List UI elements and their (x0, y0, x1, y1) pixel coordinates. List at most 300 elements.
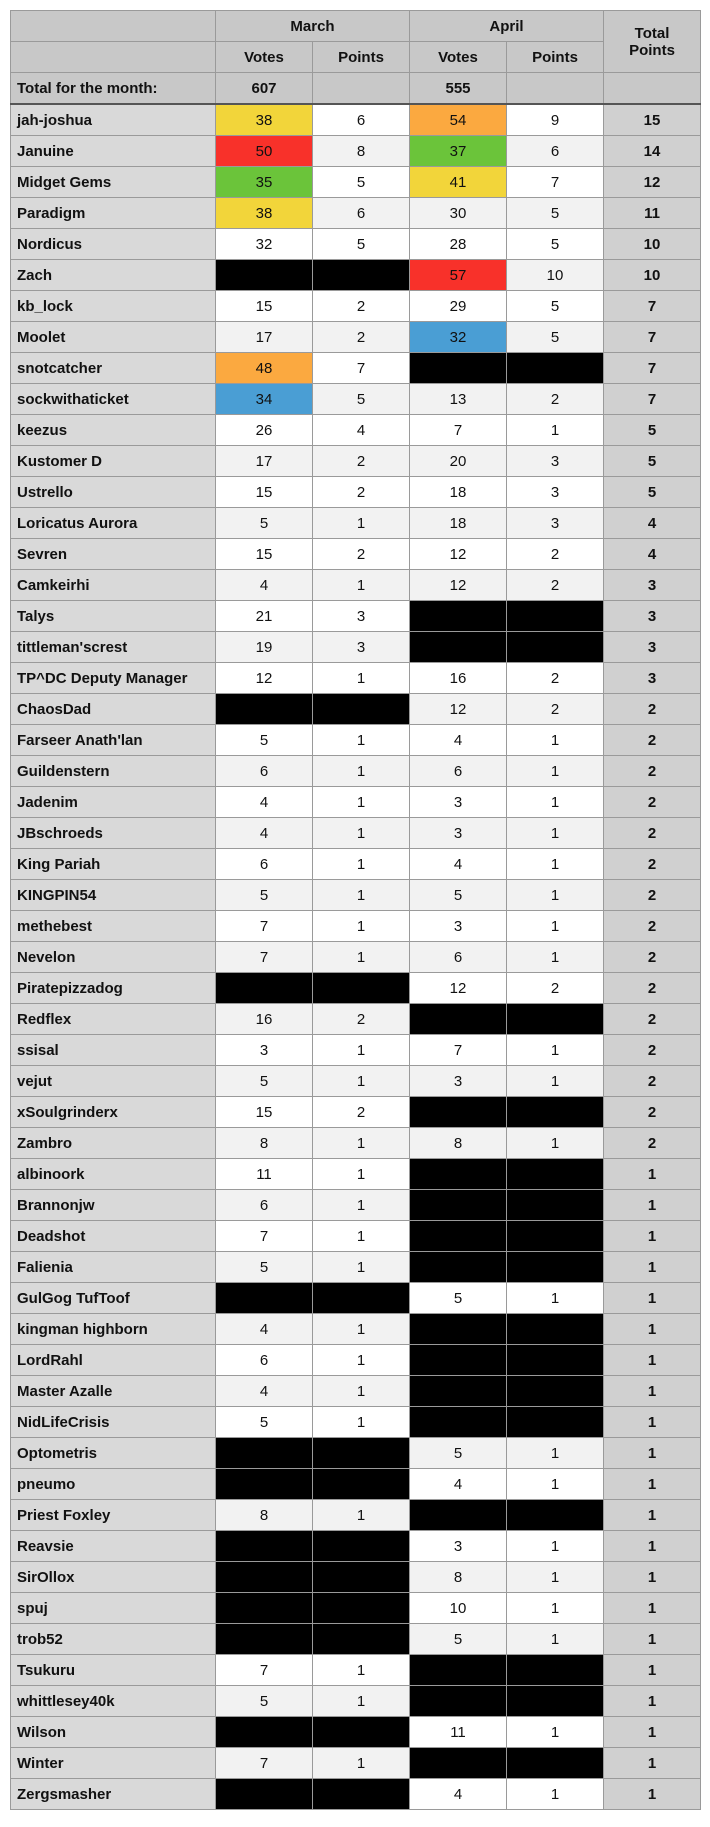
march-points-cell: 1 (313, 1252, 410, 1283)
total-points-cell: 3 (604, 570, 701, 601)
april-votes-cell: 41 (410, 167, 507, 198)
table-row (11, 1252, 701, 1283)
march-points-cell (313, 1624, 410, 1655)
april-points-cell (507, 1097, 604, 1128)
march-votes-cell: 8 (216, 1128, 313, 1159)
member-name-cell: Moolet (11, 322, 216, 353)
member-name-cell: ssisal (11, 1035, 216, 1066)
member-name-cell: keezus (11, 415, 216, 446)
march-votes-cell: 34 (216, 384, 313, 415)
april-points-cell (507, 1655, 604, 1686)
april-points-cell: 3 (507, 446, 604, 477)
table-row (11, 756, 701, 787)
march-points-cell: 1 (313, 725, 410, 756)
march-points-cell (313, 1593, 410, 1624)
total-points-header-line1: Total (634, 24, 670, 42)
april-points-cell: 1 (507, 787, 604, 818)
member-name-cell: ChaosDad (11, 694, 216, 725)
member-name-cell: Januine (11, 136, 216, 167)
total-points-cell: 2 (604, 1035, 701, 1066)
member-name-cell: xSoulgrinderx (11, 1097, 216, 1128)
march-points-cell: 1 (313, 880, 410, 911)
april-votes-cell: 13 (410, 384, 507, 415)
table-row (11, 942, 701, 973)
table-row (11, 1314, 701, 1345)
total-points-cell: 7 (604, 353, 701, 384)
march-votes-cell: 12 (216, 663, 313, 694)
total-points-cell: 7 (604, 291, 701, 322)
april-votes-cell: 6 (410, 942, 507, 973)
april-points-cell (507, 1159, 604, 1190)
march-points-cell: 4 (313, 415, 410, 446)
march-points-cell: 2 (313, 322, 410, 353)
table-row (11, 663, 701, 694)
april-votes-cell (410, 1500, 507, 1531)
table-row (11, 880, 701, 911)
table-row (11, 104, 701, 136)
march-votes-cell: 38 (216, 198, 313, 229)
march-votes-cell: 7 (216, 1748, 313, 1779)
total-points-cell: 7 (604, 384, 701, 415)
total-points-cell: 1 (604, 1562, 701, 1593)
total-points-cell: 3 (604, 601, 701, 632)
total-points-cell: 2 (604, 1128, 701, 1159)
march-points-cell: 2 (313, 291, 410, 322)
march-votes-cell: 7 (216, 1655, 313, 1686)
total-points-cell: 2 (604, 725, 701, 756)
table-row (11, 291, 701, 322)
march-votes-cell (216, 1779, 313, 1810)
table-row (11, 1748, 701, 1779)
march-points-cell: 1 (313, 1159, 410, 1190)
april-votes-cell (410, 1097, 507, 1128)
table-row (11, 1717, 701, 1748)
april-votes-cell: 7 (410, 1035, 507, 1066)
april-votes-cell: 3 (410, 787, 507, 818)
march-votes-cell: 5 (216, 1686, 313, 1717)
march-points-cell: 1 (313, 1221, 410, 1252)
march-points-cell (313, 1779, 410, 1810)
month-header-row (11, 11, 701, 42)
april-points-cell: 6 (507, 136, 604, 167)
march-votes-cell: 4 (216, 1314, 313, 1345)
total-points-cell: 10 (604, 260, 701, 291)
member-name-cell: Zambro (11, 1128, 216, 1159)
total-points-cell: 2 (604, 694, 701, 725)
member-name-cell: Falienia (11, 1252, 216, 1283)
member-name-cell: Zach (11, 260, 216, 291)
march-votes-cell: 6 (216, 1345, 313, 1376)
member-name-cell: Tsukuru (11, 1655, 216, 1686)
march-points-cell: 2 (313, 446, 410, 477)
table-row (11, 198, 701, 229)
table-row (11, 1097, 701, 1128)
april-votes-cell: 54 (410, 104, 507, 136)
april-votes-cell: 4 (410, 849, 507, 880)
table-row (11, 353, 701, 384)
april-points-cell (507, 353, 604, 384)
april-votes-cell: 5 (410, 1624, 507, 1655)
march-votes-cell: 50 (216, 136, 313, 167)
april-votes-cell: 11 (410, 1717, 507, 1748)
march-points-cell: 1 (313, 1686, 410, 1717)
table-row (11, 1655, 701, 1686)
march-points-cell (313, 1438, 410, 1469)
total-points-cell: 2 (604, 911, 701, 942)
april-points-cell: 7 (507, 167, 604, 198)
table-row (11, 446, 701, 477)
april-points-cell: 2 (507, 570, 604, 601)
march-votes-cell: 4 (216, 818, 313, 849)
april-points-cell (507, 1345, 604, 1376)
march-points-cell: 1 (313, 1376, 410, 1407)
april-votes-cell: 37 (410, 136, 507, 167)
total-points-cell: 1 (604, 1531, 701, 1562)
april-votes-cell: 8 (410, 1562, 507, 1593)
corner-cell (11, 11, 216, 42)
march-votes-cell: 15 (216, 1097, 313, 1128)
member-name-cell: JBschroeds (11, 818, 216, 849)
april-votes-cell: 12 (410, 539, 507, 570)
april-points-cell (507, 632, 604, 663)
total-points-cell: 1 (604, 1221, 701, 1252)
table-row (11, 508, 701, 539)
month-total-row (11, 73, 701, 105)
total-points-cell: 1 (604, 1252, 701, 1283)
march-votes-cell: 5 (216, 1066, 313, 1097)
member-name-cell: Nevelon (11, 942, 216, 973)
table-row (11, 911, 701, 942)
april-points-cell: 1 (507, 1593, 604, 1624)
march-votes-cell: 17 (216, 446, 313, 477)
march-votes-cell: 32 (216, 229, 313, 260)
table-row (11, 1159, 701, 1190)
april-points-cell: 1 (507, 880, 604, 911)
april-votes-cell: 5 (410, 1438, 507, 1469)
member-name-cell: Priest Foxley (11, 1500, 216, 1531)
march-votes-cell: 11 (216, 1159, 313, 1190)
member-name-cell: Brannonjw (11, 1190, 216, 1221)
april-votes-cell (410, 1004, 507, 1035)
april-points-cell (507, 1686, 604, 1717)
april-votes-cell: 20 (410, 446, 507, 477)
march-points-cell: 2 (313, 539, 410, 570)
april-points-cell (507, 1748, 604, 1779)
total-points-total (604, 73, 701, 105)
april-votes-cell: 12 (410, 973, 507, 1004)
total-points-cell: 2 (604, 818, 701, 849)
member-name-cell: Nordicus (11, 229, 216, 260)
april-points-cell: 1 (507, 1128, 604, 1159)
march-points-cell: 1 (313, 1500, 410, 1531)
member-name-cell: TP^DC Deputy Manager (11, 663, 216, 694)
table-row (11, 1531, 701, 1562)
april-votes-cell: 29 (410, 291, 507, 322)
april-votes-cell (410, 1159, 507, 1190)
march-votes-cell: 7 (216, 911, 313, 942)
march-votes-cell (216, 1438, 313, 1469)
march-votes-cell (216, 1593, 313, 1624)
total-points-cell: 12 (604, 167, 701, 198)
total-points-cell: 15 (604, 104, 701, 136)
april-points-cell (507, 1407, 604, 1438)
march-points-cell: 5 (313, 229, 410, 260)
total-points-cell: 4 (604, 539, 701, 570)
april-votes-cell: 3 (410, 911, 507, 942)
total-points-cell: 2 (604, 787, 701, 818)
total-points-cell: 2 (604, 1066, 701, 1097)
march-points-cell (313, 1469, 410, 1500)
april-votes-cell (410, 1376, 507, 1407)
total-points-cell: 2 (604, 880, 701, 911)
march-points-cell (313, 260, 410, 291)
total-points-cell: 1 (604, 1345, 701, 1376)
member-name-cell: Piratepizzadog (11, 973, 216, 1004)
table-row (11, 818, 701, 849)
member-name-cell: Talys (11, 601, 216, 632)
table-row (11, 167, 701, 198)
april-points-cell (507, 1190, 604, 1221)
member-name-cell: Redflex (11, 1004, 216, 1035)
march-points-cell: 8 (313, 136, 410, 167)
april-votes-cell (410, 1407, 507, 1438)
table-row (11, 973, 701, 1004)
total-points-cell: 1 (604, 1376, 701, 1407)
march-points-cell: 1 (313, 818, 410, 849)
table-row (11, 1500, 701, 1531)
march-votes-cell (216, 1562, 313, 1593)
march-votes-cell: 17 (216, 322, 313, 353)
member-name-cell: Reavsie (11, 1531, 216, 1562)
march-points-cell: 1 (313, 1314, 410, 1345)
march-points-cell: 5 (313, 384, 410, 415)
april-points-cell: 1 (507, 818, 604, 849)
march-votes-cell (216, 973, 313, 1004)
member-name-cell: Midget Gems (11, 167, 216, 198)
april-points-cell: 1 (507, 1717, 604, 1748)
march-points-cell: 6 (313, 104, 410, 136)
april-points-cell: 1 (507, 1438, 604, 1469)
march-votes-cell: 5 (216, 880, 313, 911)
table-row (11, 787, 701, 818)
total-points-cell: 1 (604, 1748, 701, 1779)
april-votes-header: Votes (410, 42, 507, 73)
april-votes-cell: 6 (410, 756, 507, 787)
march-votes-header: Votes (216, 42, 313, 73)
april-points-cell: 5 (507, 291, 604, 322)
march-votes-cell (216, 1531, 313, 1562)
total-points-cell: 2 (604, 849, 701, 880)
april-votes-cell: 10 (410, 1593, 507, 1624)
march-votes-cell: 8 (216, 1500, 313, 1531)
march-votes-cell (216, 1283, 313, 1314)
table-row (11, 229, 701, 260)
table-row (11, 570, 701, 601)
member-name-cell: Master Azalle (11, 1376, 216, 1407)
march-points-cell: 1 (313, 1190, 410, 1221)
april-points-cell: 2 (507, 539, 604, 570)
march-points-cell: 2 (313, 1004, 410, 1035)
march-points-cell: 2 (313, 1097, 410, 1128)
april-votes-cell (410, 1345, 507, 1376)
table-row (11, 1190, 701, 1221)
march-votes-cell (216, 1717, 313, 1748)
april-votes-cell: 16 (410, 663, 507, 694)
member-rows (11, 104, 701, 1810)
march-votes-cell (216, 260, 313, 291)
member-name-cell: jah-joshua (11, 104, 216, 136)
march-points-cell: 1 (313, 1035, 410, 1066)
april-votes-cell: 18 (410, 477, 507, 508)
total-points-cell: 1 (604, 1655, 701, 1686)
total-points-cell: 11 (604, 198, 701, 229)
march-points-cell: 3 (313, 632, 410, 663)
april-votes-cell: 30 (410, 198, 507, 229)
member-name-cell: Camkeirhi (11, 570, 216, 601)
april-points-cell (507, 1004, 604, 1035)
total-points-cell: 2 (604, 942, 701, 973)
table-row (11, 632, 701, 663)
total-points-cell: 1 (604, 1159, 701, 1190)
april-points-cell: 1 (507, 1035, 604, 1066)
april-votes-cell (410, 1252, 507, 1283)
march-votes-cell: 6 (216, 849, 313, 880)
april-points-cell: 3 (507, 477, 604, 508)
april-points-cell: 1 (507, 1066, 604, 1097)
april-votes-cell (410, 353, 507, 384)
total-points-cell: 1 (604, 1686, 701, 1717)
member-name-cell: Paradigm (11, 198, 216, 229)
april-points-cell: 1 (507, 1469, 604, 1500)
march-points-cell: 1 (313, 508, 410, 539)
table-row (11, 477, 701, 508)
march-votes-cell: 7 (216, 942, 313, 973)
march-votes-cell: 4 (216, 1376, 313, 1407)
total-points-cell: 5 (604, 446, 701, 477)
member-name-cell: pneumo (11, 1469, 216, 1500)
member-name-cell: Sevren (11, 539, 216, 570)
table-row (11, 1283, 701, 1314)
march-votes-cell: 5 (216, 1252, 313, 1283)
april-points-cell (507, 1252, 604, 1283)
member-name-cell: methebest (11, 911, 216, 942)
april-points-cell: 1 (507, 942, 604, 973)
march-points-cell: 5 (313, 167, 410, 198)
april-votes-cell: 5 (410, 1283, 507, 1314)
march-points-cell: 1 (313, 756, 410, 787)
table-row (11, 1624, 701, 1655)
member-name-cell: LordRahl (11, 1345, 216, 1376)
april-points-cell: 1 (507, 911, 604, 942)
april-votes-cell: 57 (410, 260, 507, 291)
total-points-cell: 3 (604, 663, 701, 694)
table-row (11, 1128, 701, 1159)
march-votes-cell: 15 (216, 539, 313, 570)
march-votes-cell: 38 (216, 104, 313, 136)
april-header: April (410, 11, 604, 42)
member-name-cell: NidLifeCrisis (11, 1407, 216, 1438)
march-points-cell (313, 1531, 410, 1562)
march-points-cell: 3 (313, 601, 410, 632)
april-votes-cell: 5 (410, 880, 507, 911)
member-name-cell: King Pariah (11, 849, 216, 880)
april-votes-cell: 4 (410, 1469, 507, 1500)
total-points-cell: 1 (604, 1314, 701, 1345)
table-row (11, 694, 701, 725)
member-name-cell: Farseer Anath'lan (11, 725, 216, 756)
march-points-cell: 1 (313, 911, 410, 942)
total-points-cell: 1 (604, 1717, 701, 1748)
member-name-cell: Loricatus Aurora (11, 508, 216, 539)
table-row (11, 260, 701, 291)
april-points-cell: 2 (507, 973, 604, 1004)
total-points-cell: 2 (604, 1004, 701, 1035)
april-total-points (507, 73, 604, 105)
march-points-cell: 1 (313, 1128, 410, 1159)
member-name-cell: Jadenim (11, 787, 216, 818)
april-points-cell: 1 (507, 849, 604, 880)
total-points-cell: 10 (604, 229, 701, 260)
april-points-cell: 10 (507, 260, 604, 291)
march-votes-cell: 35 (216, 167, 313, 198)
table-row (11, 539, 701, 570)
total-points-cell: 14 (604, 136, 701, 167)
march-votes-cell: 19 (216, 632, 313, 663)
april-votes-cell (410, 601, 507, 632)
march-votes-cell: 16 (216, 1004, 313, 1035)
member-name-cell: GulGog TufToof (11, 1283, 216, 1314)
table-row (11, 1438, 701, 1469)
april-votes-cell (410, 1655, 507, 1686)
april-votes-cell (410, 1221, 507, 1252)
table-row (11, 1376, 701, 1407)
march-votes-cell (216, 1624, 313, 1655)
march-points-cell (313, 1717, 410, 1748)
table-row (11, 415, 701, 446)
april-votes-cell: 3 (410, 1531, 507, 1562)
march-votes-cell: 6 (216, 756, 313, 787)
march-points-cell: 1 (313, 663, 410, 694)
april-votes-cell: 28 (410, 229, 507, 260)
march-points-cell: 1 (313, 787, 410, 818)
total-points-cell: 5 (604, 477, 701, 508)
april-votes-cell: 7 (410, 415, 507, 446)
total-points-cell: 1 (604, 1593, 701, 1624)
member-name-cell: Kustomer D (11, 446, 216, 477)
april-votes-cell: 18 (410, 508, 507, 539)
march-votes-cell: 7 (216, 1221, 313, 1252)
march-votes-cell: 3 (216, 1035, 313, 1066)
april-points-cell: 2 (507, 384, 604, 415)
april-points-cell: 1 (507, 1531, 604, 1562)
april-points-header: Points (507, 42, 604, 73)
march-votes-cell: 5 (216, 508, 313, 539)
member-name-cell: Zergsmasher (11, 1779, 216, 1810)
total-points-cell: 1 (604, 1190, 701, 1221)
april-points-cell: 5 (507, 322, 604, 353)
april-votes-cell (410, 1314, 507, 1345)
march-points-cell: 2 (313, 477, 410, 508)
table-row (11, 1779, 701, 1810)
april-votes-cell (410, 1190, 507, 1221)
table-row (11, 1562, 701, 1593)
april-votes-cell: 12 (410, 570, 507, 601)
april-points-cell: 1 (507, 1779, 604, 1810)
march-votes-cell: 5 (216, 1407, 313, 1438)
march-points-header: Points (313, 42, 410, 73)
table-row (11, 849, 701, 880)
march-votes-cell: 26 (216, 415, 313, 446)
